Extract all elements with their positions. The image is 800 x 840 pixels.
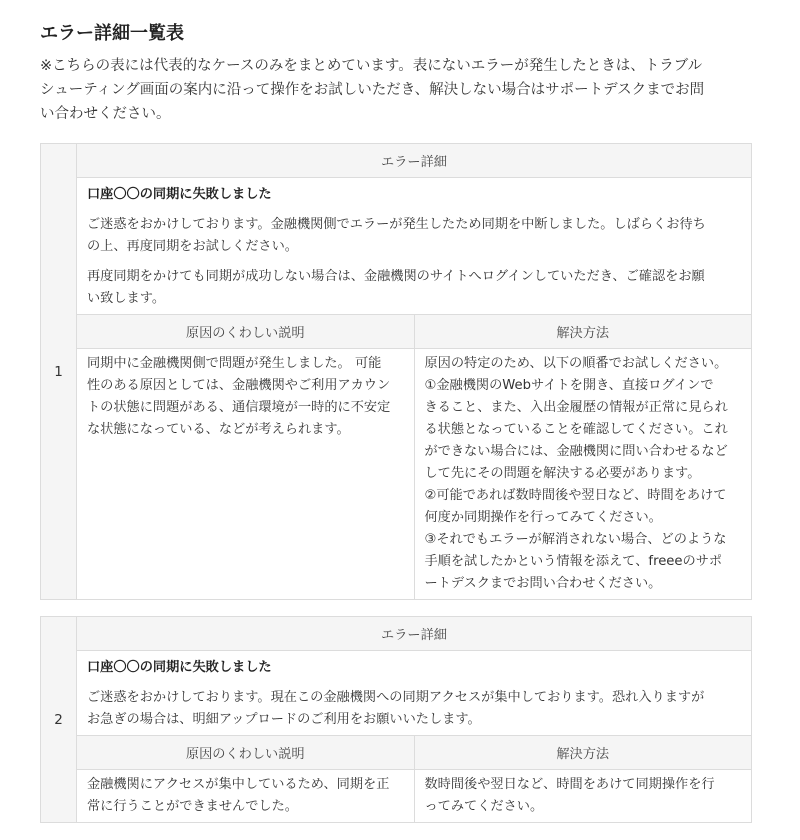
error-message-line: ご迷惑をおかけしております。金融機関側でエラーが発生したため同期を中断しました。しばらくお待ち (87, 217, 706, 232)
error-number: 2 (41, 617, 77, 823)
cause-header: 原因のくわしい説明 (77, 315, 415, 349)
cause-line: 同期中に金融機関側で問題が発生しました。 可能 (87, 356, 382, 371)
cause-line: な状態になっている、などが考えられます。 (87, 422, 350, 437)
error-table-2 (40, 616, 752, 823)
solution-line: 数時間後や翌日など、時間をあけて同期操作を行 (424, 777, 715, 792)
error-message-line: の上、再度同期をお試しください。 (87, 239, 298, 254)
error-message-line: お急ぎの場合は、明細アップロードのご利用をお願いいたします。 (87, 712, 481, 727)
solution-line: る状態となっていることを確認してください。これ (424, 422, 728, 437)
solution-line: して先にその問題を解決する必要があります。 (424, 466, 701, 481)
solution-description (414, 349, 752, 600)
cause-line: 金融機関にアクセスが集中しているため、同期を正 (87, 777, 390, 792)
solution-line: ③それでもエラーが解消されない場合、どのような (424, 532, 727, 547)
solution-line: 手順を試したかという情報を添えて、freeeのサポ (424, 554, 723, 569)
error-title: 口座〇〇の同期に失敗しました (87, 187, 272, 202)
error-message (87, 266, 741, 310)
error-message (87, 687, 741, 731)
solution-line: ②可能であれば数時間後や翌日など、時間をあけて (424, 488, 727, 503)
cause-description (77, 770, 415, 823)
cause-description (77, 349, 415, 600)
error-message-line: 再度同期をかけても同期が成功しない場合は、金融機関のサイトへログインしていただき、ご確認をお願 (87, 269, 705, 284)
error-message (87, 214, 741, 258)
error-summary (77, 651, 752, 736)
error-title: 口座〇〇の同期に失敗しました (87, 660, 272, 675)
error-message-line: い致します。 (87, 291, 166, 306)
cause-header: 原因のくわしい説明 (77, 736, 415, 770)
error-detail-header: エラー詳細 (77, 144, 752, 178)
solution-line: ができない場合には、金融機関に問い合わせるなど (424, 444, 728, 459)
solution-description (414, 770, 752, 823)
cause-line: 常に行うことができませんでした。 (87, 799, 298, 814)
error-detail-header: エラー詳細 (77, 617, 752, 651)
error-message-line: ご迷惑をおかけしております。現在この金融機関への同期アクセスが集中しております。恐れ入りますが (87, 690, 705, 705)
solution-header: 解決方法 (414, 315, 752, 349)
solution-line: ってみてください。 (424, 799, 544, 814)
cause-line: トの状態に問題がある、通信環境が一時的に不安定 (87, 400, 391, 415)
solution-line: 原因の特定のため、以下の順番でお試しください。 (424, 356, 728, 371)
solution-line: 何度か同期操作を行ってみてください。 (424, 510, 662, 525)
solution-header: 解決方法 (414, 736, 752, 770)
error-summary (77, 178, 752, 315)
intro-line: シューティング画面の案内に沿って操作をお試しいただき、解決しない場合はサポートデスクまでお問 (40, 82, 705, 98)
intro-line: い合わせください。 (40, 106, 171, 122)
page-title: エラー詳細一覧表 (40, 23, 184, 44)
cause-line: 性のある原因としては、金融機関やご利用アカウン (87, 378, 391, 393)
intro-line: ※こちらの表には代表的なケースのみをまとめています。表にないエラーが発生したときは、トラブル (40, 58, 703, 74)
intro-text (40, 54, 760, 126)
error-number: 1 (41, 144, 77, 600)
solution-line: ートデスクまでお問い合わせください。 (424, 576, 662, 591)
error-table-1 (40, 143, 752, 600)
solution-line: ①金融機関のWebサイトを開き、直接ログインで (424, 378, 714, 393)
solution-line: きること、また、入出金履歴の情報が正常に見られ (424, 400, 728, 415)
